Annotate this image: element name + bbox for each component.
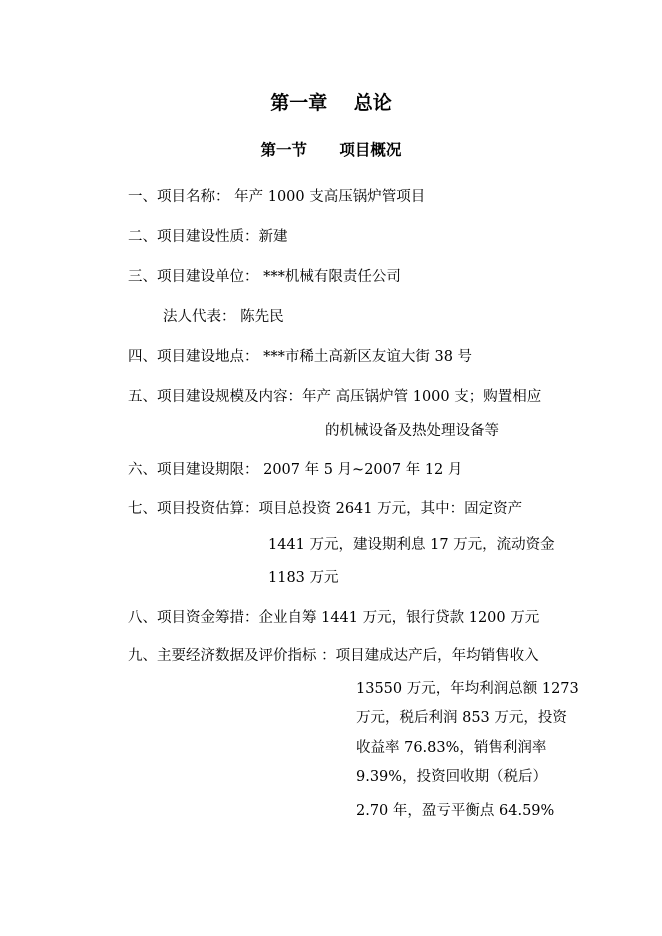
investment-continuation-2: 1183 万元 [268, 570, 339, 586]
economic-continuation-1: 13550 万元，年均利润总额 1273 [356, 681, 579, 697]
project-nature-line: 二、项目建设性质：新建 [128, 229, 288, 245]
project-location-line: 四、项目建设地点： ***市稀土高新区友谊大街 38 号 [128, 349, 473, 365]
chapter-title: 第一章 总论 [270, 92, 392, 114]
project-scale-continuation: 的机械设备及热处理设备等 [325, 423, 499, 439]
investment-continuation-1: 1441 万元，建设期利息 17 万元，流动资金 [268, 537, 555, 553]
economic-indicators-line: 九、主要经济数据及评价指标 ：项目建成达产后，年均销售收入 [128, 648, 539, 664]
project-scale-line: 五、项目建设规模及内容：年产 高压锅炉管 1000 支；购置相应 [128, 389, 542, 405]
funding-line: 八、项目资金筹措：企业自筹 1441 万元，银行贷款 1200 万元 [128, 610, 540, 626]
economic-continuation-3: 收益率 76.83%，销售利润率 [356, 740, 547, 756]
economic-continuation-5: 2.70 年，盈亏平衡点 64.59% [356, 803, 555, 819]
project-name-line: 一、项目名称： 年产 1000 支高压锅炉管项目 [128, 189, 426, 205]
economic-continuation-2: 万元，税后利润 853 万元，投资 [356, 710, 567, 726]
section-title: 第一节 项目概况 [260, 140, 402, 159]
project-unit-line: 三、项目建设单位： ***机械有限责任公司 [128, 269, 401, 285]
economic-continuation-4: 9.39%，投资回收期（税后） [356, 769, 548, 785]
project-period-line: 六、项目建设期限： 2007 年 5 月~2007 年 12 月 [128, 462, 463, 478]
investment-line: 七、项目投资估算：项目总投资 2641 万元，其中：固定资产 [128, 501, 523, 517]
legal-representative-line: 法人代表： 陈先民 [163, 309, 284, 325]
